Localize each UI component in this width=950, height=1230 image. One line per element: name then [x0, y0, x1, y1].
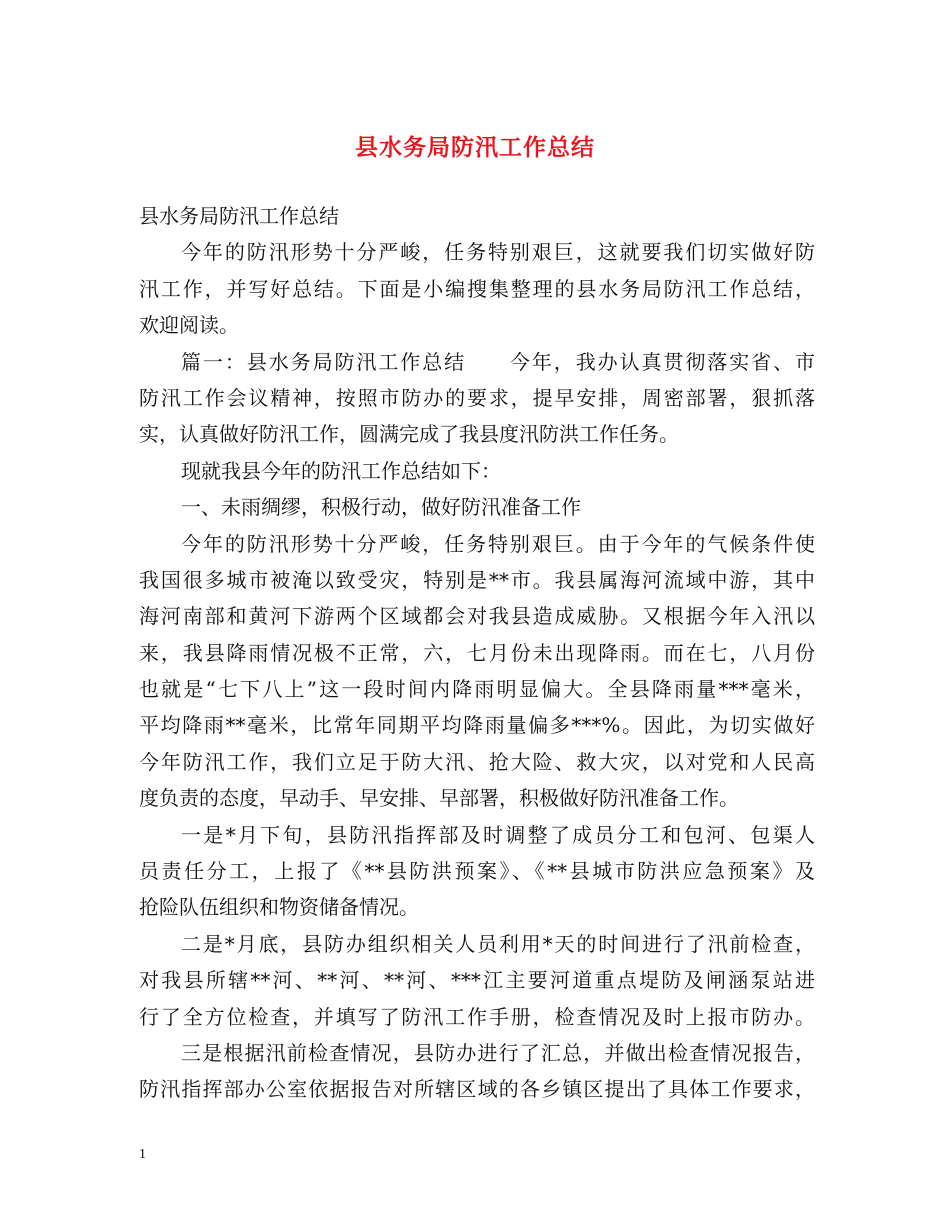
text-line: 一是*月下旬，县防汛指挥部及时调整了成员分工和包河、包渠人 [181, 822, 815, 847]
text-line: 来，我县降雨情况极不正常，六，七月份未出现降雨。而在七，八月份 [139, 640, 815, 665]
text-line: 也就是“七下八上”这一段时间内降雨明显偏大。全县降雨量***毫米， [139, 677, 815, 702]
text-line: 行了全方位检查，并填写了防汛工作手册，检查情况及时上报市防办。 [139, 1004, 815, 1029]
text-line: 抢险队伍组织和物资储备情况。 [139, 895, 419, 920]
text-line: 篇一：县水务局防汛工作总结 今年，我办认真贯彻落实省、市 [181, 349, 815, 374]
text-line: 员责任分工，上报了《**县防洪预案》、《**县城市防洪应急预案》及 [139, 859, 815, 884]
text-line: 我国很多城市被淹以致受灾，特别是**市。我县属海河流域中游，其中 [139, 567, 815, 592]
document-title: 县水务局防汛工作总结 [355, 134, 595, 161]
text-line: 平均降雨**毫米，比常年同期平均降雨量偏多***%。因此，为切实做好 [139, 713, 815, 738]
text-line: 度负责的态度，早动手、早安排、早部署，积极做好防汛准备工作。 [139, 786, 739, 811]
text-line: 欢迎阅读。 [139, 313, 239, 338]
text-line: 县水务局防汛工作总结 [139, 204, 339, 228]
text-line: 三是根据汛前检查情况，县防办进行了汇总，并做出检查情况报告， [181, 1040, 815, 1065]
text-line: 二是*月底，县防办组织相关人员利用*天的时间进行了汛前检查， [181, 931, 815, 956]
document-body [139, 198, 815, 1108]
text-line: 今年的防汛形势十分严峻，任务特别艰巨，这就要我们切实做好防 [181, 240, 815, 265]
text-line: 实，认真做好防汛工作，圆满完成了我县度汛防洪工作任务。 [139, 422, 679, 447]
text-line: 现就我县今年的防汛工作总结如下： [181, 458, 501, 483]
text-line: 防汛工作会议精神，按照市防办的要求，提早安排，周密部署，狠抓落 [139, 385, 815, 410]
text-line: 对我县所辖**河、**河、**河、***江主要河道重点堤防及闸涵泵站进 [139, 968, 815, 993]
page-number: 1 [139, 1147, 146, 1162]
text-line: 防汛指挥部办公室依据报告对所辖区域的各乡镇区提出了具体工作要求， [139, 1077, 815, 1102]
text-line: 一、未雨绸缪，积极行动，做好防汛准备工作 [181, 495, 581, 520]
text-line: 今年防汛工作，我们立足于防大汛、抢大险、救大灾，以对党和人民高 [139, 749, 815, 774]
text-line: 汛工作，并写好总结。下面是小编搜集整理的县水务局防汛工作总结， [139, 276, 815, 301]
text-line: 海河南部和黄河下游两个区域都会对我县造成威胁。又根据今年入汛以 [139, 604, 815, 629]
text-line: 今年的防汛形势十分严峻，任务特别艰巨。由于今年的气候条件使 [181, 531, 815, 556]
